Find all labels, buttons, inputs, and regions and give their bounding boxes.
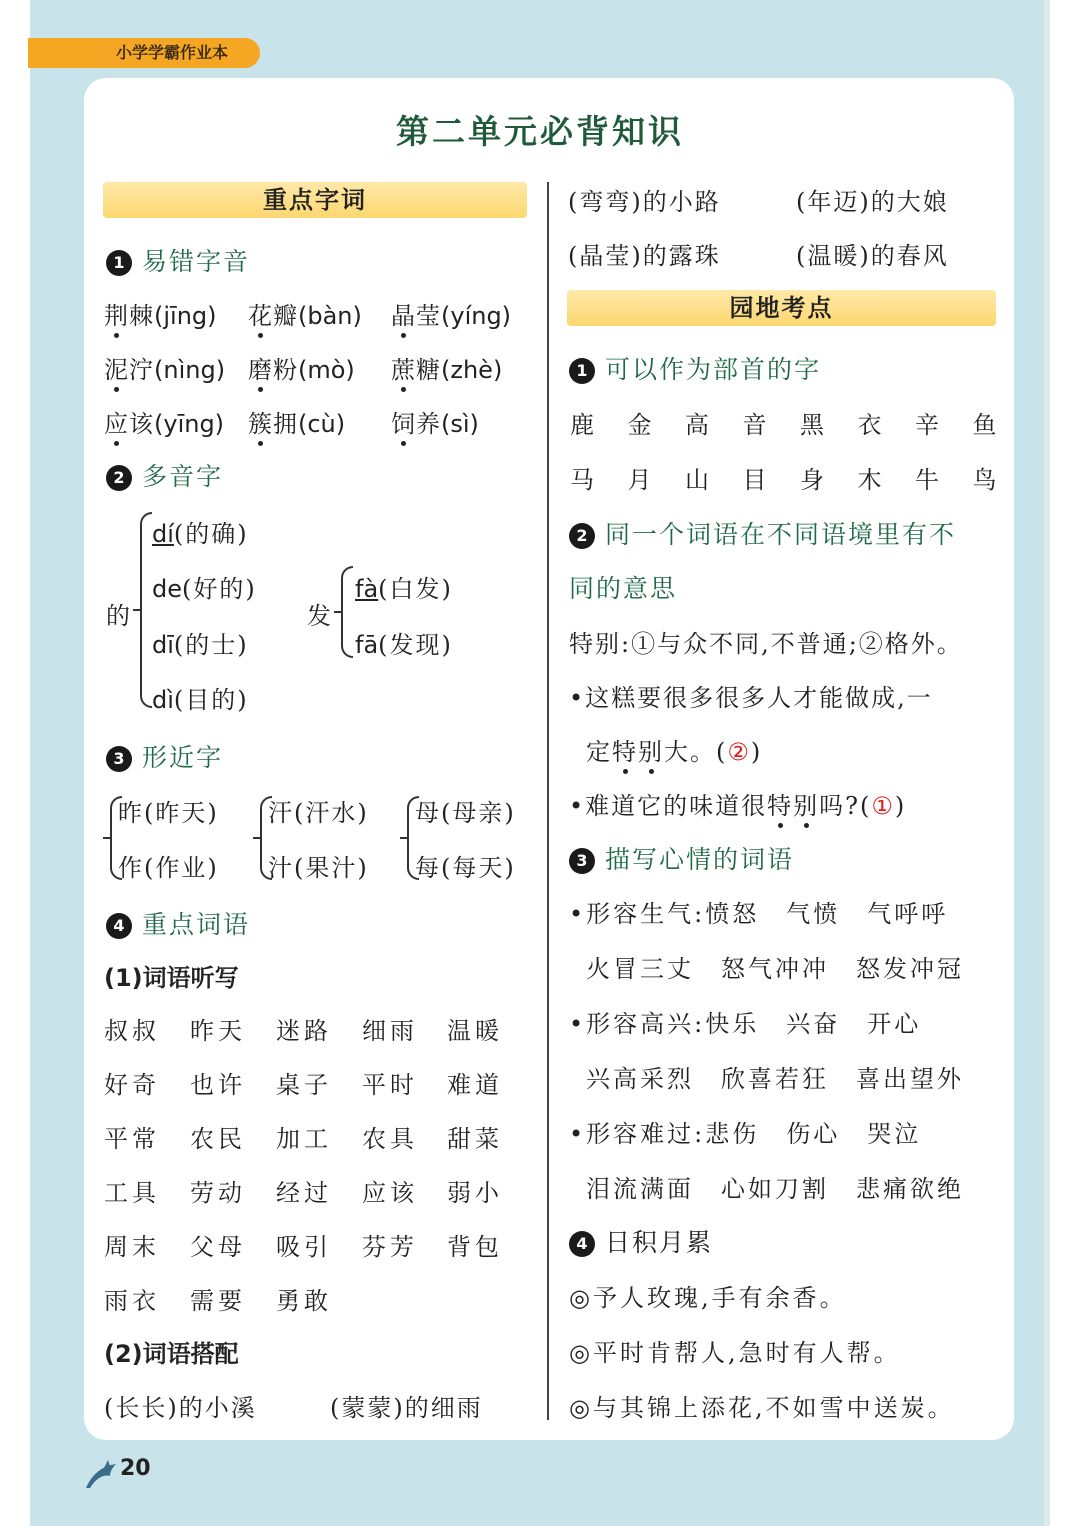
banner-key-words: 重点字词: [103, 182, 527, 218]
section-number-badge: 4: [106, 913, 132, 939]
pinyin: (cù): [298, 410, 346, 438]
example-sentence-2: [569, 786, 906, 821]
section-daily-accumulation: [569, 1223, 713, 1259]
reading-item: [152, 514, 249, 549]
emphasis-char: 特: [612, 738, 638, 766]
similar-char-item: 每(每天): [415, 854, 516, 882]
dictation-word: 甜菜: [447, 1125, 503, 1153]
pinyin: dī: [152, 631, 174, 659]
example-word: (目的): [173, 686, 249, 714]
similar-char-item: 昨(昨天): [118, 799, 219, 827]
radical-char: 月: [627, 466, 654, 494]
emphasis-char: 荆: [104, 302, 129, 330]
emphasis-char: 蔗: [391, 356, 416, 384]
section-number-badge: 2: [106, 465, 132, 491]
radical-char: 木: [857, 466, 884, 494]
section-number-badge: 3: [106, 746, 132, 772]
proverb-item: ◎平时肯帮人,急时有人帮。: [569, 1339, 901, 1367]
dictation-word: 工具: [104, 1179, 160, 1207]
emphasis-char: 磨: [248, 356, 273, 384]
dictation-word: 也许: [190, 1071, 246, 1099]
page-title: 第二单元必背知识: [396, 112, 684, 151]
match-item: (晶莹)的露珠: [568, 242, 721, 270]
pinyin: dí: [152, 520, 174, 548]
dictation-word: 弱小: [447, 1179, 503, 1207]
reading-item: [355, 569, 453, 604]
dictation-word: 经过: [276, 1179, 332, 1207]
polyphonic-char-fa: 发: [307, 602, 333, 630]
dictation-word: 吸引: [276, 1233, 332, 1261]
section-key-phrases: [106, 905, 250, 941]
char: 泞: [129, 356, 154, 384]
radical-char: 身: [800, 466, 826, 494]
char: 莹: [416, 302, 441, 330]
dictation-word: 难道: [447, 1071, 503, 1099]
dictation-word: 农具: [362, 1125, 418, 1153]
dictation-word: 好奇: [104, 1071, 160, 1099]
emphasis-char: 特: [767, 792, 794, 820]
match-item: (弯弯)的小路: [568, 188, 721, 216]
pinyin: (bàn): [298, 302, 362, 330]
pinyin: (zhè): [441, 356, 503, 384]
text-segment: ): [894, 792, 907, 820]
pronunciation-item: [391, 350, 502, 385]
dictation-word: 加工: [276, 1125, 332, 1153]
match-item: (蒙蒙)的细雨: [330, 1394, 483, 1422]
section-polyphonic: [106, 457, 223, 493]
pinyin: fà: [355, 575, 379, 603]
brace-de: [140, 512, 152, 708]
pronunciation-item: [248, 404, 345, 439]
dictation-word: 芬芳: [362, 1233, 418, 1261]
dictation-word: 迷路: [276, 1017, 332, 1045]
pronunciation-item: [391, 404, 479, 439]
emphasis-char: 晶: [391, 302, 416, 330]
dictation-word: 细雨: [362, 1017, 418, 1045]
proverb-item: ◎予人玫瑰,手有余香。: [569, 1284, 847, 1312]
pinyin: (mò): [298, 356, 355, 384]
section-title: 描写心情的词语: [605, 845, 795, 874]
answer-mark: ②: [727, 738, 751, 766]
banner-exam-points: 园地考点: [567, 290, 996, 326]
dictation-word: 背包: [447, 1233, 503, 1261]
dictation-word: 父母: [190, 1233, 246, 1261]
mood-line: •形容高兴:快乐 兴奋 开心: [569, 1010, 922, 1038]
section-error-pronunciation: [106, 242, 250, 278]
dolphin-icon: [84, 1458, 120, 1492]
example-sentence-1-continued: [586, 732, 762, 767]
emphasis-char: 别: [638, 738, 664, 766]
pinyin: de: [152, 575, 182, 603]
radical-char: 鱼: [972, 411, 999, 439]
section-title: 易错字音: [142, 247, 251, 276]
dictation-word: 温暖: [447, 1017, 503, 1045]
pronunciation-item: [104, 404, 224, 439]
reading-item: [152, 569, 257, 604]
example-word: (的士): [173, 631, 249, 659]
pinyin: (jīng): [154, 302, 217, 330]
char: 拥: [273, 410, 298, 438]
section-title-continued: 同的意思: [569, 574, 678, 603]
mood-line: •形容生气:愤怒 气愤 气呼呼: [569, 900, 949, 928]
radical-char: 音: [742, 411, 769, 439]
reading-item: [355, 625, 453, 660]
radical-char: 马: [570, 466, 596, 494]
similar-char-item: 作(作业): [118, 854, 219, 882]
radical-char: 金: [627, 411, 654, 439]
section-number-badge: 4: [569, 1231, 595, 1257]
emphasis-char: 应: [104, 410, 129, 438]
dictation-word: 昨天: [190, 1017, 246, 1045]
dictation-word: 农民: [190, 1125, 246, 1153]
dictation-word: 雨衣: [104, 1287, 160, 1315]
reading-item: [152, 680, 249, 715]
pronunciation-item: [104, 296, 217, 331]
matching-heading: (2)词语搭配: [104, 1340, 239, 1368]
pinyin: dì: [152, 686, 174, 714]
similar-char-item: 母(母亲): [415, 799, 516, 827]
dictation-word: 劳动: [190, 1179, 246, 1207]
dictation-word: 平时: [362, 1071, 418, 1099]
text-segment: 定: [586, 738, 612, 766]
mood-line: •形容难过:悲伤 伤心 哭泣: [569, 1120, 922, 1148]
pinyin: (yíng): [441, 302, 512, 330]
emphasis-char: 簇: [248, 410, 273, 438]
dictation-word: 应该: [362, 1179, 418, 1207]
emphasis-char: 花: [248, 302, 273, 330]
pinyin: (yīng): [154, 410, 225, 438]
emphasis-char: 饲: [391, 410, 416, 438]
page-number: 20: [120, 1456, 151, 1481]
similar-char-item: 汗(汗水): [268, 799, 369, 827]
char: 该: [129, 410, 154, 438]
radical-char: 鹿: [570, 411, 596, 439]
dictation-heading: (1)词语听写: [104, 964, 239, 992]
word-meaning-definition: 特别:①与众不同,不普通;②格外。: [569, 630, 963, 658]
pinyin: (sì): [441, 410, 479, 438]
example-word: (发现): [378, 631, 453, 659]
text-segment: 吗?(: [819, 792, 872, 820]
char: 瓣: [273, 302, 298, 330]
char: 粉: [273, 356, 298, 384]
section-number-badge: 1: [569, 358, 595, 384]
radical-char: 鸟: [972, 466, 999, 494]
section-number-badge: 2: [569, 523, 595, 549]
section-title: 形近字: [142, 743, 224, 772]
emphasis-char: 泥: [104, 356, 129, 384]
section-title: 重点词语: [142, 910, 251, 939]
example-word: (白发): [378, 575, 453, 603]
section-title: 同一个词语在不同语境里有不: [605, 520, 957, 549]
section-title: 多音字: [142, 462, 224, 491]
section-number-badge: 1: [106, 250, 132, 276]
char: 养: [416, 410, 441, 438]
radical-char: 辛: [915, 411, 941, 439]
emphasis-char: 别: [793, 792, 820, 820]
pinyin: fā: [355, 631, 379, 659]
proverb-item: ◎与其锦上添花,不如雪中送炭。: [569, 1394, 955, 1422]
dictation-word: 周末: [104, 1233, 160, 1261]
section-title: 日积月累: [605, 1228, 714, 1257]
radical-char: 衣: [857, 411, 884, 439]
char: 棘: [129, 302, 154, 330]
pronunciation-item: [391, 296, 511, 331]
pinyin: (nìng): [154, 356, 226, 384]
radical-char: 目: [742, 466, 769, 494]
radical-char: 山: [685, 466, 711, 494]
answer-mark: ①: [871, 792, 895, 820]
text-segment: •难道它的味道很: [569, 792, 768, 820]
example-sentence-1: •这糕要很多很多人才能做成,一: [569, 684, 933, 712]
dictation-word: 需要: [190, 1287, 246, 1315]
pronunciation-item: [248, 296, 362, 331]
text-segment: ): [750, 738, 763, 766]
text-segment: 大。(: [664, 738, 728, 766]
radical-char: 高: [685, 411, 711, 439]
reading-item: [152, 625, 249, 660]
radical-char: 黑: [800, 411, 826, 439]
dictation-word: 叔叔: [104, 1017, 160, 1045]
section-radicals: [569, 350, 821, 386]
section-word-meaning: [569, 515, 956, 551]
match-item: (温暖)的春风: [796, 242, 949, 270]
column-divider: [547, 182, 549, 1420]
example-word: (的确): [173, 520, 249, 548]
section-similar-chars: [106, 738, 223, 774]
pronunciation-item: [248, 350, 355, 385]
mood-line: 兴高采烈 欣喜若狂 喜出望外: [586, 1065, 964, 1093]
mood-line: 火冒三丈 怒气冲冲 怒发冲冠: [586, 955, 964, 983]
radical-char: 牛: [915, 466, 941, 494]
polyphonic-char-de: 的: [106, 602, 132, 630]
mood-line: 泪流满面 心如刀割 悲痛欲绝: [586, 1175, 964, 1203]
section-mood-words: [569, 840, 794, 876]
match-item: (长长)的小溪: [104, 1394, 257, 1422]
brace-fa: [341, 566, 353, 658]
brand-tab: 小学学霸作业本: [28, 38, 260, 68]
section-title: 可以作为部首的字: [605, 355, 822, 384]
example-word: (好的): [182, 575, 257, 603]
similar-char-item: 汁(果汁): [268, 854, 369, 882]
dictation-word: 勇敢: [276, 1287, 332, 1315]
char: 糖: [416, 356, 441, 384]
match-item: (年迈)的大娘: [796, 188, 949, 216]
pronunciation-item: [104, 350, 225, 385]
dictation-word: 桌子: [276, 1071, 332, 1099]
dictation-word: 平常: [104, 1125, 160, 1153]
section-number-badge: 3: [569, 848, 595, 874]
